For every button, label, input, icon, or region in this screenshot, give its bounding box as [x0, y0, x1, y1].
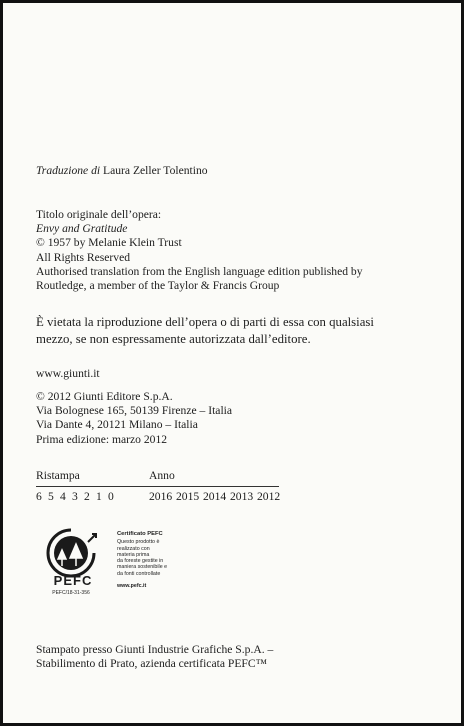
reprint-year: 2012	[257, 490, 281, 503]
reprint-digit: 5	[48, 490, 54, 503]
reprint-digit: 2	[84, 490, 90, 503]
translator-credit	[36, 164, 208, 178]
reprint-year: 2013	[230, 490, 254, 503]
colophon-page	[3, 3, 461, 723]
reprint-header-row	[36, 469, 279, 484]
reprint-year: 2014	[203, 490, 227, 503]
reprint-digit: 0	[108, 490, 114, 503]
reproduction-notice	[36, 314, 374, 348]
publisher-address-florence: Via Bolognese 165, 50139 Firenze – Italia	[36, 404, 233, 418]
pefc-line: da fonti controllate	[117, 570, 161, 577]
pefc-line: materia prima	[117, 551, 150, 558]
website-text: www.giunti.it	[36, 367, 100, 380]
reprint-header: Ristampa	[36, 469, 80, 482]
reprint-digit: 6	[36, 490, 42, 503]
reprint-digit: 4	[60, 490, 66, 503]
notice-line-2: mezzo, se non espressamente autorizzata dall’editore.	[36, 332, 311, 346]
reprint-digit: 3	[72, 490, 78, 503]
translator-name: Laura Zeller Tolentino	[100, 164, 208, 177]
notice-line-1: È vietata la riproduzione dell’opera o di parti di essa con qualsiasi	[36, 315, 374, 329]
pefc-line: maniera sostenibile e	[117, 564, 168, 571]
reprint-values-row	[36, 490, 279, 505]
pefc-url: www.pefc.it	[117, 583, 147, 590]
printer-info	[36, 643, 273, 671]
year-header: Anno	[149, 469, 175, 482]
publisher-info	[36, 390, 232, 447]
pefc-line: realizzato con	[117, 545, 150, 552]
pefc-line: da foreste gestite in	[117, 558, 164, 565]
rights-reserved: All Rights Reserved	[36, 250, 131, 264]
pefc-statement	[117, 531, 167, 589]
printer-line-1: Stampato presso Giunti Industrie Grafiche S.p.A. –	[36, 643, 274, 656]
original-title-label: Titolo originale dell’opera:	[36, 208, 162, 221]
publisher-website	[36, 367, 100, 381]
reprint-year: 2016	[149, 490, 173, 503]
publisher-copyright: © 2012 Giunti Editore S.p.A.	[36, 390, 173, 403]
printer-line-2: Stabilimento di Prato, azienda certificata PEFC™	[36, 657, 267, 671]
pefc-certification	[36, 528, 216, 603]
table-rule	[36, 486, 279, 487]
reprint-digit: 1	[96, 490, 102, 503]
pefc-license-code: PEFC/18-31-356	[52, 590, 90, 596]
first-edition: Prima edizione: marzo 2012	[36, 432, 168, 446]
pefc-title: Certificato PEFC	[117, 531, 163, 537]
authorisation-line-2: Routledge, a member of the Taylor & Francis Group	[36, 279, 280, 293]
original-title: Envy and Gratitude	[36, 222, 128, 236]
pefc-logo-word: PEFC	[53, 573, 93, 588]
publisher-address-milan: Via Dante 4, 20121 Milano – Italia	[36, 418, 198, 432]
original-edition-info	[36, 208, 363, 293]
original-copyright: © 1957 by Melanie Klein Trust	[36, 236, 182, 250]
translator-prefix: Traduzione di	[36, 164, 101, 177]
authorisation-line-1: Authorised translation from the English language edition published by	[36, 264, 363, 278]
reprint-table	[36, 469, 279, 505]
pefc-line: Questo prodotto è	[117, 539, 160, 546]
reprint-year: 2015	[176, 490, 200, 503]
